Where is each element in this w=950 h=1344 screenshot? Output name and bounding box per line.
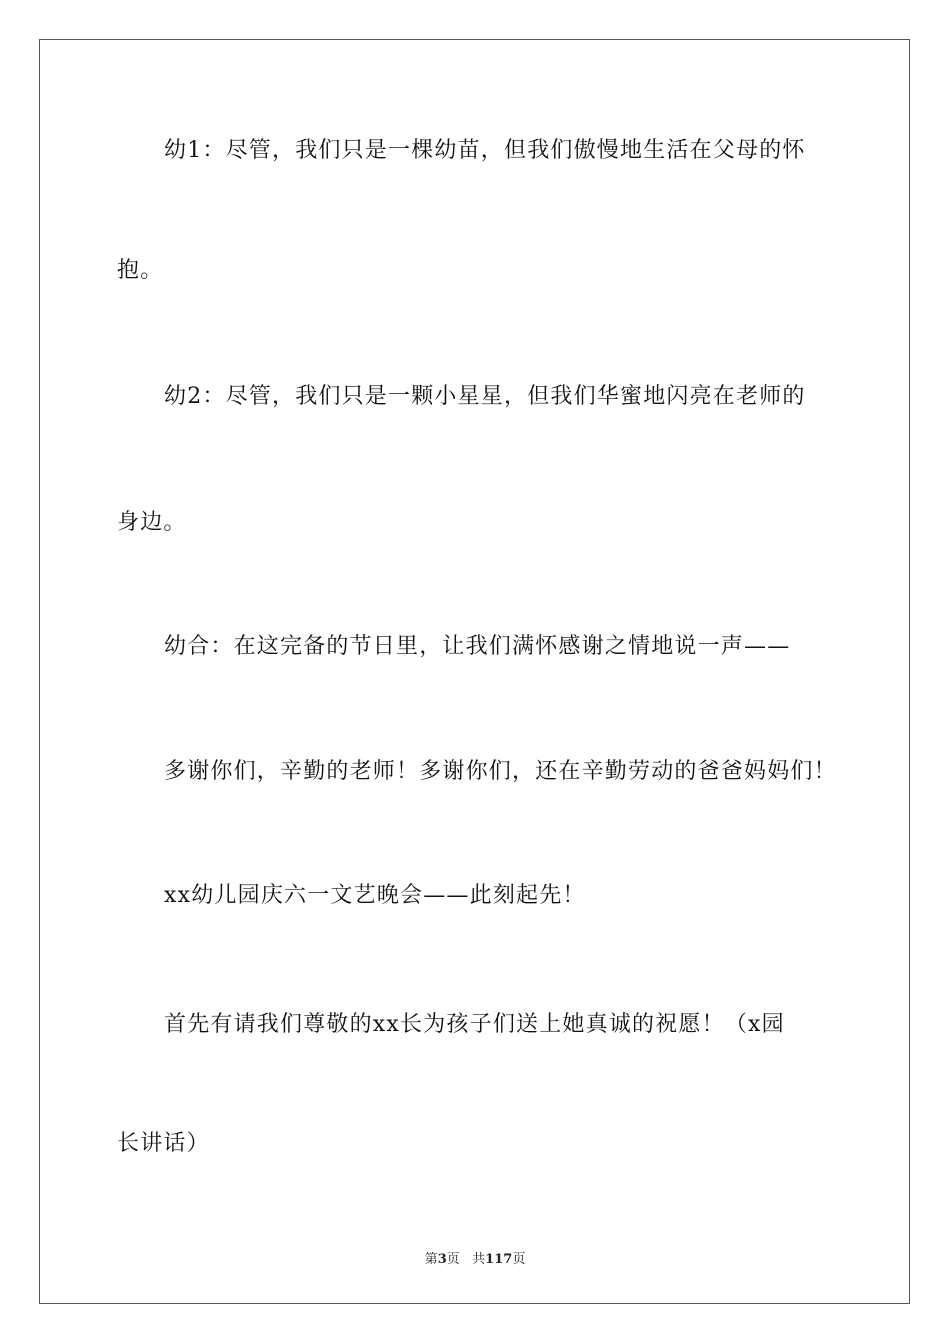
paragraph-line-1: 幼1：尽管，我们只是一棵幼苗，但我们傲慢地生活在父母的怀 <box>164 138 806 163</box>
paragraph-line-8: 首先有请我们尊敬的xx长为孩子们送上她真诚的祝愿！（x园 <box>164 1012 785 1037</box>
page-frame <box>39 39 910 1304</box>
page-prefix: 第 <box>424 1252 438 1267</box>
paragraph-line-7: xx幼儿园庆六一文艺晚会——此刻起先！ <box>164 883 586 908</box>
paragraph-line-4: 身边。 <box>117 510 187 535</box>
total-prefix: 共 <box>472 1252 486 1267</box>
total-suffix: 页 <box>512 1252 526 1267</box>
paragraph-line-9: 长讲话） <box>117 1131 210 1156</box>
current-page-number: 3 <box>437 1252 447 1267</box>
paragraph-line-5: 幼合：在这完备的节日里，让我们满怀感谢之情地说一声—— <box>164 634 791 659</box>
paragraph-line-2: 抱。 <box>117 258 164 283</box>
page-suffix: 页 <box>446 1252 460 1267</box>
page-footer <box>0 1248 950 1267</box>
total-page-number: 117 <box>485 1252 513 1267</box>
paragraph-line-6: 多谢你们，辛勤的老师！多谢你们，还在辛勤劳动的爸爸妈妈们！ <box>164 759 837 784</box>
paragraph-line-3: 幼2：尽管，我们只是一颗小星星，但我们华蜜地闪亮在老师的 <box>164 384 806 409</box>
